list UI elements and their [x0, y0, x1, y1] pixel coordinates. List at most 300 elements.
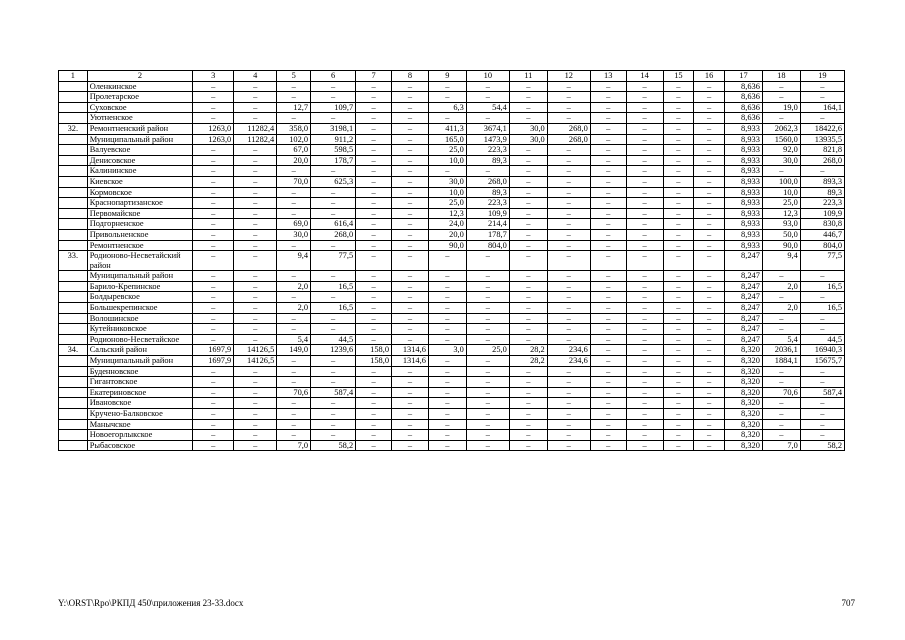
table-row [59, 81, 845, 92]
value-cell: – [626, 240, 663, 251]
value-cell: – [762, 419, 800, 430]
value-cell: – [590, 166, 626, 177]
row-number [59, 281, 88, 292]
value-cell: – [509, 113, 547, 124]
territory-name: Сальский район [87, 345, 193, 356]
value-cell: – [762, 92, 800, 103]
value-cell: – [428, 387, 466, 398]
value-cell: 821,8 [800, 145, 844, 156]
value-cell: – [663, 324, 694, 335]
value-cell: – [392, 251, 429, 271]
value-cell: – [277, 198, 311, 209]
value-cell: – [392, 219, 429, 230]
value-cell: 11282,4 [234, 123, 277, 134]
table-row [59, 251, 845, 271]
row-number [59, 219, 88, 230]
value-cell: – [428, 334, 466, 345]
value-cell: – [509, 324, 547, 335]
table-row [59, 303, 845, 314]
value-cell: 11282,4 [234, 134, 277, 145]
value-cell: – [663, 271, 694, 282]
value-cell: – [509, 208, 547, 219]
value-cell: – [277, 324, 311, 335]
territory-name: Оленкинское [87, 81, 193, 92]
value-cell: – [762, 409, 800, 420]
territory-name: Уютненское [87, 113, 193, 124]
value-cell: – [694, 366, 725, 377]
value-cell: – [193, 303, 234, 314]
value-cell: – [547, 387, 590, 398]
value-cell: 14126,5 [234, 356, 277, 367]
value-cell: 8,247 [724, 334, 762, 345]
value-cell: – [590, 324, 626, 335]
value-cell: – [547, 176, 590, 187]
value-cell: – [311, 409, 356, 420]
value-cell: 446,7 [800, 229, 844, 240]
value-cell: – [234, 292, 277, 303]
footer-file-path: Y:\ORST\Rpo\РКПД 450\приложения 23-33.docx [58, 598, 244, 608]
value-cell: – [694, 176, 725, 187]
value-cell: – [762, 313, 800, 324]
value-cell: – [277, 292, 311, 303]
value-cell: 16940,3 [800, 345, 844, 356]
territory-name: Болдыревское [87, 292, 193, 303]
value-cell: – [509, 102, 547, 113]
table-row [59, 409, 845, 420]
value-cell: 178,7 [466, 229, 509, 240]
value-cell: 1314,6 [392, 345, 429, 356]
value-cell: 587,4 [800, 387, 844, 398]
row-number [59, 102, 88, 113]
value-cell: – [590, 113, 626, 124]
territory-name: Родионово-Несветайский район [87, 251, 193, 271]
value-cell: – [193, 281, 234, 292]
value-cell: – [392, 303, 429, 314]
value-cell: – [311, 313, 356, 324]
value-cell: – [234, 81, 277, 92]
value-cell: – [762, 430, 800, 441]
value-cell: 8,320 [724, 409, 762, 420]
row-number [59, 92, 88, 103]
value-cell: – [547, 187, 590, 198]
value-cell: 8,933 [724, 208, 762, 219]
value-cell: – [590, 176, 626, 187]
value-cell: – [277, 208, 311, 219]
value-cell: – [626, 419, 663, 430]
value-cell: – [800, 430, 844, 441]
value-cell: – [234, 208, 277, 219]
value-cell: – [509, 229, 547, 240]
value-cell: – [694, 145, 725, 156]
value-cell: – [626, 281, 663, 292]
value-cell: – [392, 387, 429, 398]
value-cell: 54,4 [466, 102, 509, 113]
value-cell: 20,0 [428, 229, 466, 240]
value-cell: – [311, 208, 356, 219]
value-cell: – [547, 240, 590, 251]
table-row [59, 292, 845, 303]
territory-name: Ивановское [87, 398, 193, 409]
value-cell: 70,0 [277, 176, 311, 187]
value-cell: – [694, 419, 725, 430]
territory-name: Муниципальный район [87, 356, 193, 367]
value-cell: – [311, 419, 356, 430]
value-cell: – [663, 430, 694, 441]
value-cell: – [509, 240, 547, 251]
value-cell: – [509, 366, 547, 377]
value-cell: – [547, 208, 590, 219]
value-cell: 587,4 [311, 387, 356, 398]
value-cell: 30,0 [277, 229, 311, 240]
value-cell: – [277, 271, 311, 282]
value-cell: 625,3 [311, 176, 356, 187]
value-cell: 234,6 [547, 356, 590, 367]
value-cell: – [626, 134, 663, 145]
value-cell: 2,0 [762, 281, 800, 292]
value-cell: – [590, 430, 626, 441]
value-cell: – [626, 198, 663, 209]
table-row [59, 430, 845, 441]
value-cell: – [193, 198, 234, 209]
value-cell: – [277, 92, 311, 103]
value-cell: – [356, 123, 392, 134]
value-cell: – [590, 219, 626, 230]
row-number [59, 134, 88, 145]
value-cell: – [428, 409, 466, 420]
value-cell: 8,320 [724, 398, 762, 409]
value-cell: – [234, 398, 277, 409]
territory-name: Ремонтненский район [87, 123, 193, 134]
row-number: 33. [59, 251, 88, 271]
value-cell: 58,2 [311, 440, 356, 451]
value-cell: – [392, 229, 429, 240]
value-cell: – [547, 219, 590, 230]
value-cell: – [590, 419, 626, 430]
territory-name: Манычское [87, 419, 193, 430]
value-cell: 16,5 [311, 303, 356, 314]
value-cell: – [234, 113, 277, 124]
value-cell: 268,0 [547, 123, 590, 134]
value-cell: – [547, 440, 590, 451]
value-cell: – [392, 398, 429, 409]
value-cell: – [277, 313, 311, 324]
value-cell: – [428, 251, 466, 271]
value-cell: – [509, 145, 547, 156]
value-cell: – [392, 166, 429, 177]
value-cell: – [590, 145, 626, 156]
value-cell: 28,2 [509, 356, 547, 367]
value-cell: – [428, 366, 466, 377]
value-cell: – [193, 419, 234, 430]
value-cell: 5,4 [277, 334, 311, 345]
table-row [59, 240, 845, 251]
value-cell: – [663, 303, 694, 314]
value-cell: 44,5 [311, 334, 356, 345]
value-cell: – [509, 430, 547, 441]
value-cell: – [234, 155, 277, 166]
value-cell: 8,247 [724, 324, 762, 335]
value-cell: – [466, 430, 509, 441]
value-cell: 6,3 [428, 102, 466, 113]
value-cell: 50,0 [762, 229, 800, 240]
value-cell: – [392, 198, 429, 209]
value-cell: – [663, 145, 694, 156]
value-cell: – [547, 419, 590, 430]
table-row [59, 187, 845, 198]
value-cell: – [663, 398, 694, 409]
value-cell: – [694, 240, 725, 251]
value-cell: – [193, 219, 234, 230]
territory-name: Екатериновское [87, 387, 193, 398]
value-cell: – [762, 113, 800, 124]
table-row [59, 208, 845, 219]
value-cell: – [547, 334, 590, 345]
column-header: 6 [311, 71, 356, 82]
value-cell: – [626, 229, 663, 240]
table-row [59, 324, 845, 335]
value-cell: – [392, 313, 429, 324]
table-row [59, 398, 845, 409]
value-cell: – [663, 198, 694, 209]
value-cell: – [392, 176, 429, 187]
value-cell: – [547, 229, 590, 240]
value-cell: – [663, 377, 694, 388]
value-cell: – [277, 409, 311, 420]
value-cell: 44,5 [800, 334, 844, 345]
value-cell: 223,3 [800, 198, 844, 209]
value-cell: – [800, 81, 844, 92]
row-number [59, 419, 88, 430]
value-cell: – [234, 229, 277, 240]
value-cell: 58,2 [800, 440, 844, 451]
value-cell: – [694, 292, 725, 303]
value-cell: – [694, 281, 725, 292]
value-cell: – [590, 198, 626, 209]
value-cell: – [193, 145, 234, 156]
value-cell: – [694, 229, 725, 240]
value-cell: – [356, 334, 392, 345]
territory-name: Ремонтненское [87, 240, 193, 251]
value-cell: 13935,5 [800, 134, 844, 145]
value-cell: – [193, 251, 234, 271]
value-cell: – [311, 81, 356, 92]
column-header: 8 [392, 71, 429, 82]
value-cell: 24,0 [428, 219, 466, 230]
territory-name: Киевское [87, 176, 193, 187]
value-cell: – [311, 430, 356, 441]
value-cell: – [277, 377, 311, 388]
row-number [59, 198, 88, 209]
value-cell: 8,247 [724, 271, 762, 282]
value-cell: – [466, 313, 509, 324]
value-cell: – [694, 198, 725, 209]
value-cell: 90,0 [762, 240, 800, 251]
value-cell: – [762, 292, 800, 303]
value-cell: – [234, 187, 277, 198]
value-cell: – [547, 292, 590, 303]
value-cell: 25,0 [762, 198, 800, 209]
value-cell: – [694, 356, 725, 367]
value-cell: – [663, 419, 694, 430]
value-cell: 8,320 [724, 430, 762, 441]
value-cell: – [234, 166, 277, 177]
value-cell: – [694, 123, 725, 134]
territory-name: Гигантовское [87, 377, 193, 388]
value-cell: 804,0 [800, 240, 844, 251]
value-cell: – [509, 387, 547, 398]
value-cell: – [694, 187, 725, 198]
value-cell: – [392, 102, 429, 113]
value-cell: 8,933 [724, 166, 762, 177]
value-cell: 268,0 [311, 229, 356, 240]
value-cell: – [663, 356, 694, 367]
table-row [59, 176, 845, 187]
column-header: 1 [59, 71, 88, 82]
value-cell: 16,5 [800, 281, 844, 292]
value-cell: – [356, 271, 392, 282]
territory-name: Валуевское [87, 145, 193, 156]
value-cell: 158,0 [356, 356, 392, 367]
value-cell: – [392, 208, 429, 219]
value-cell: – [626, 334, 663, 345]
value-cell: – [694, 313, 725, 324]
row-number [59, 229, 88, 240]
table-row [59, 356, 845, 367]
value-cell: – [762, 377, 800, 388]
value-cell: – [428, 92, 466, 103]
value-cell: – [590, 334, 626, 345]
value-cell: 223,3 [466, 198, 509, 209]
value-cell: 102,0 [277, 134, 311, 145]
value-cell: – [590, 398, 626, 409]
value-cell: – [311, 92, 356, 103]
row-number [59, 313, 88, 324]
value-cell: 8,933 [724, 198, 762, 209]
value-cell: – [694, 387, 725, 398]
value-cell: 911,2 [311, 134, 356, 145]
value-cell: – [626, 219, 663, 230]
value-cell: – [663, 387, 694, 398]
value-cell: 893,3 [800, 176, 844, 187]
value-cell: – [800, 366, 844, 377]
value-cell: 30,0 [762, 155, 800, 166]
value-cell: – [590, 92, 626, 103]
value-cell: – [626, 377, 663, 388]
column-header: 13 [590, 71, 626, 82]
row-number [59, 240, 88, 251]
value-cell: – [193, 324, 234, 335]
table-row [59, 219, 845, 230]
value-cell: – [428, 113, 466, 124]
value-cell: – [694, 134, 725, 145]
value-cell: 8,320 [724, 440, 762, 451]
value-cell: 7,0 [762, 440, 800, 451]
value-cell: – [277, 166, 311, 177]
value-cell: 67,0 [277, 145, 311, 156]
value-cell: – [509, 398, 547, 409]
value-cell: – [311, 166, 356, 177]
value-cell: – [626, 366, 663, 377]
value-cell: 8,933 [724, 176, 762, 187]
value-cell: – [590, 271, 626, 282]
territory-name: Муниципальный район [87, 134, 193, 145]
value-cell: 1560,0 [762, 134, 800, 145]
table-row [59, 229, 845, 240]
value-cell: – [466, 251, 509, 271]
column-header: 5 [277, 71, 311, 82]
value-cell: – [193, 229, 234, 240]
value-cell: – [356, 219, 392, 230]
value-cell: – [663, 113, 694, 124]
value-cell: – [193, 240, 234, 251]
row-number [59, 334, 88, 345]
value-cell: 149,0 [277, 345, 311, 356]
row-number [59, 113, 88, 124]
row-number [59, 292, 88, 303]
value-cell: – [694, 334, 725, 345]
value-cell: – [800, 92, 844, 103]
value-cell: – [509, 81, 547, 92]
value-cell: 8,320 [724, 387, 762, 398]
value-cell: 1263,0 [193, 123, 234, 134]
value-cell: – [694, 430, 725, 441]
value-cell: – [311, 356, 356, 367]
value-cell: – [547, 251, 590, 271]
value-cell: – [392, 81, 429, 92]
value-cell: – [547, 430, 590, 441]
value-cell: – [509, 281, 547, 292]
table-row [59, 419, 845, 430]
row-number [59, 430, 88, 441]
value-cell: – [547, 303, 590, 314]
value-cell: – [428, 430, 466, 441]
value-cell: – [356, 92, 392, 103]
value-cell: – [311, 271, 356, 282]
value-cell: – [547, 166, 590, 177]
value-cell: – [356, 440, 392, 451]
territory-name: Родионово-Несветайское [87, 334, 193, 345]
value-cell: 93,0 [762, 219, 800, 230]
value-cell: 25,0 [466, 345, 509, 356]
value-cell: – [356, 281, 392, 292]
value-cell: – [466, 281, 509, 292]
value-cell: – [590, 409, 626, 420]
column-header: 15 [663, 71, 694, 82]
territory-name: Денисовское [87, 155, 193, 166]
value-cell: – [234, 334, 277, 345]
value-cell: – [234, 240, 277, 251]
value-cell: – [428, 324, 466, 335]
value-cell: – [590, 240, 626, 251]
value-cell: – [356, 113, 392, 124]
row-number: 32. [59, 123, 88, 134]
value-cell: – [694, 398, 725, 409]
value-cell: – [800, 419, 844, 430]
column-header: 10 [466, 71, 509, 82]
value-cell: – [234, 419, 277, 430]
value-cell: 8,247 [724, 251, 762, 271]
value-cell: – [466, 324, 509, 335]
row-number [59, 303, 88, 314]
value-cell: – [466, 387, 509, 398]
value-cell: – [466, 356, 509, 367]
value-cell: 1239,6 [311, 345, 356, 356]
value-cell: 3198,1 [311, 123, 356, 134]
value-cell: – [509, 303, 547, 314]
value-cell: – [193, 334, 234, 345]
value-cell: – [626, 166, 663, 177]
value-cell: – [590, 123, 626, 134]
